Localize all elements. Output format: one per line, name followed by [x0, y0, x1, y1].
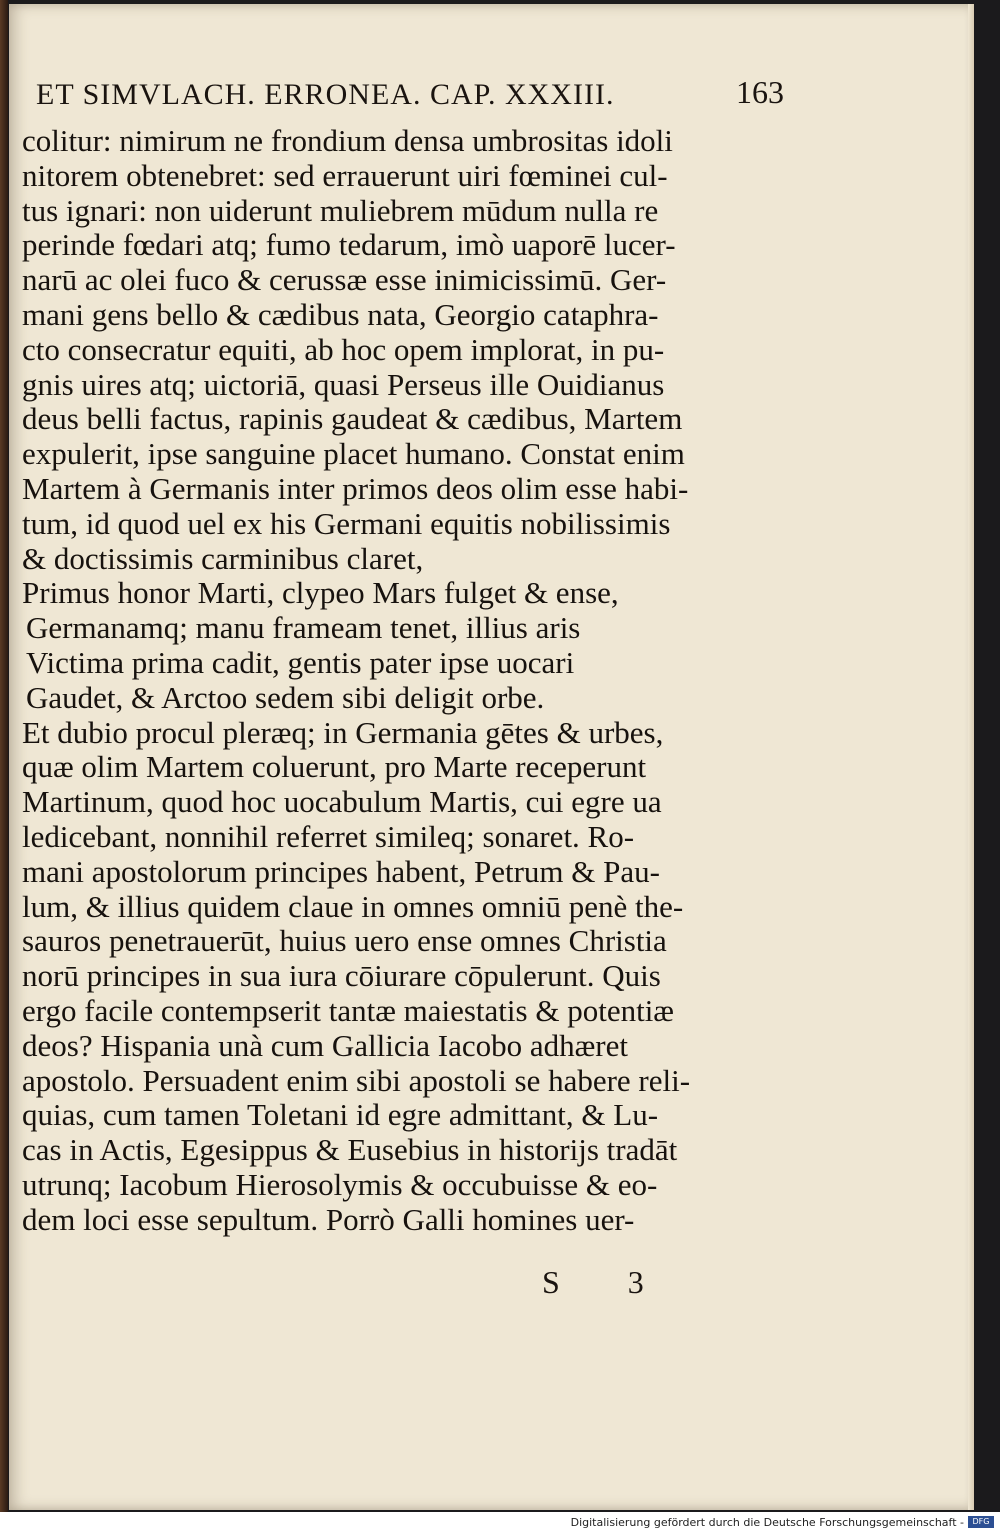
book-spine [0, 0, 8, 1512]
text-line: Germanamq; manu frameam tenet, illius aris [26, 611, 581, 646]
text-line: norū principes in sua iura cōiurare cōpulerunt. Quis [22, 959, 661, 994]
text-line: ergo facile contempserit tantæ maiestatis & potentiæ [22, 993, 674, 1028]
text-line: deus belli factus, rapinis gaudeat & cædibus, Martem [22, 402, 683, 437]
text-line: nitorem obtenebret: sed errauerunt uiri fœminei cul- [22, 158, 668, 193]
text-line: mani apostolorum principes habent, Petrum & Pau- [22, 854, 660, 889]
text-line: sauros penetrauerūt, huius uero ense omnes Christia [22, 924, 667, 959]
text-line: gnis uires atq; uictoriā, quasi Perseus ille Ouidianus [22, 367, 665, 402]
text-line: narū ac olei fuco & cerussæ esse inimicissimū. Ger- [22, 263, 667, 298]
text-line: perinde fœdari atq; fumo tedarum, imò uaporē lucer- [22, 228, 676, 263]
text-line: colitur: nimirum ne frondium densa umbrositas idoli [22, 124, 673, 158]
text-line: deos? Hispania unà cum Gallicia Iacobo adhæret [22, 1028, 628, 1063]
text-line: apostolo. Persuadent enim sibi apostoli se habere reli- [22, 1063, 691, 1098]
text-line: cas in Actis, Egesippus & Eusebius in historijs tradāt [22, 1133, 678, 1168]
text-line: Et dubio procul pleræq; in Germania gētes & urbes, [22, 715, 664, 750]
text-line: quæ olim Martem coluerunt, pro Marte receperunt [22, 750, 647, 785]
text-line: tus ignari: non uiderunt muliebrem mūdum nulla re [22, 193, 659, 228]
signature-mark: S 3 [542, 1264, 674, 1300]
text-line: utrunq; Iacobum Hierosolymis & occubuisse & eo- [22, 1167, 658, 1202]
body-text [22, 124, 742, 1238]
funding-credit: Digitalisierung gefördert durch die Deutsche Forschungsgemeinschaft - [570, 1516, 964, 1529]
page-edge [968, 4, 974, 1510]
text-line: Primus honor Marti, clypeo Mars fulget & ense, [22, 576, 619, 611]
text-line: Victima prima cadit, gentis pater ipse uocari [26, 645, 575, 680]
text-line: Martem à Germanis inter primos deos olim esse habi- [22, 471, 689, 506]
running-head: ET SIMVLACH. ERRONEA. CAP. XXXIII. [36, 78, 615, 111]
text-line: ledicebant, nonnihil referret simileq; sonaret. Ro- [22, 819, 635, 854]
text-line: expulerit, ipse sanguine placet humano. Constat enim [22, 437, 685, 472]
text-line: quias, cum tamen Toletani id egre admittant, & Lu- [22, 1098, 659, 1133]
text-line: tum, id quod uel ex his Germani equitis nobilissimis [22, 506, 671, 541]
page-number: 163 [736, 74, 784, 110]
text-line: lum, & illius quidem claue in omnes omniū penè the- [22, 889, 684, 924]
text-line: mani gens bello & cædibus nata, Georgio cataphra- [22, 297, 659, 332]
text-line: & doctissimis carminibus claret, [22, 541, 424, 576]
dfg-logo-badge: DFG [968, 1516, 994, 1528]
text-line: Martinum, quod hoc uocabulum Martis, cui egre ua [22, 785, 662, 820]
text-line: dem loci esse sepultum. Porrò Galli homines uer- [22, 1202, 635, 1237]
text-line: cto consecratur equiti, ab hoc opem implorat, in pu- [22, 332, 665, 367]
text-line: Gaudet, & Arctoo sedem sibi deligit orbe. [26, 680, 545, 715]
